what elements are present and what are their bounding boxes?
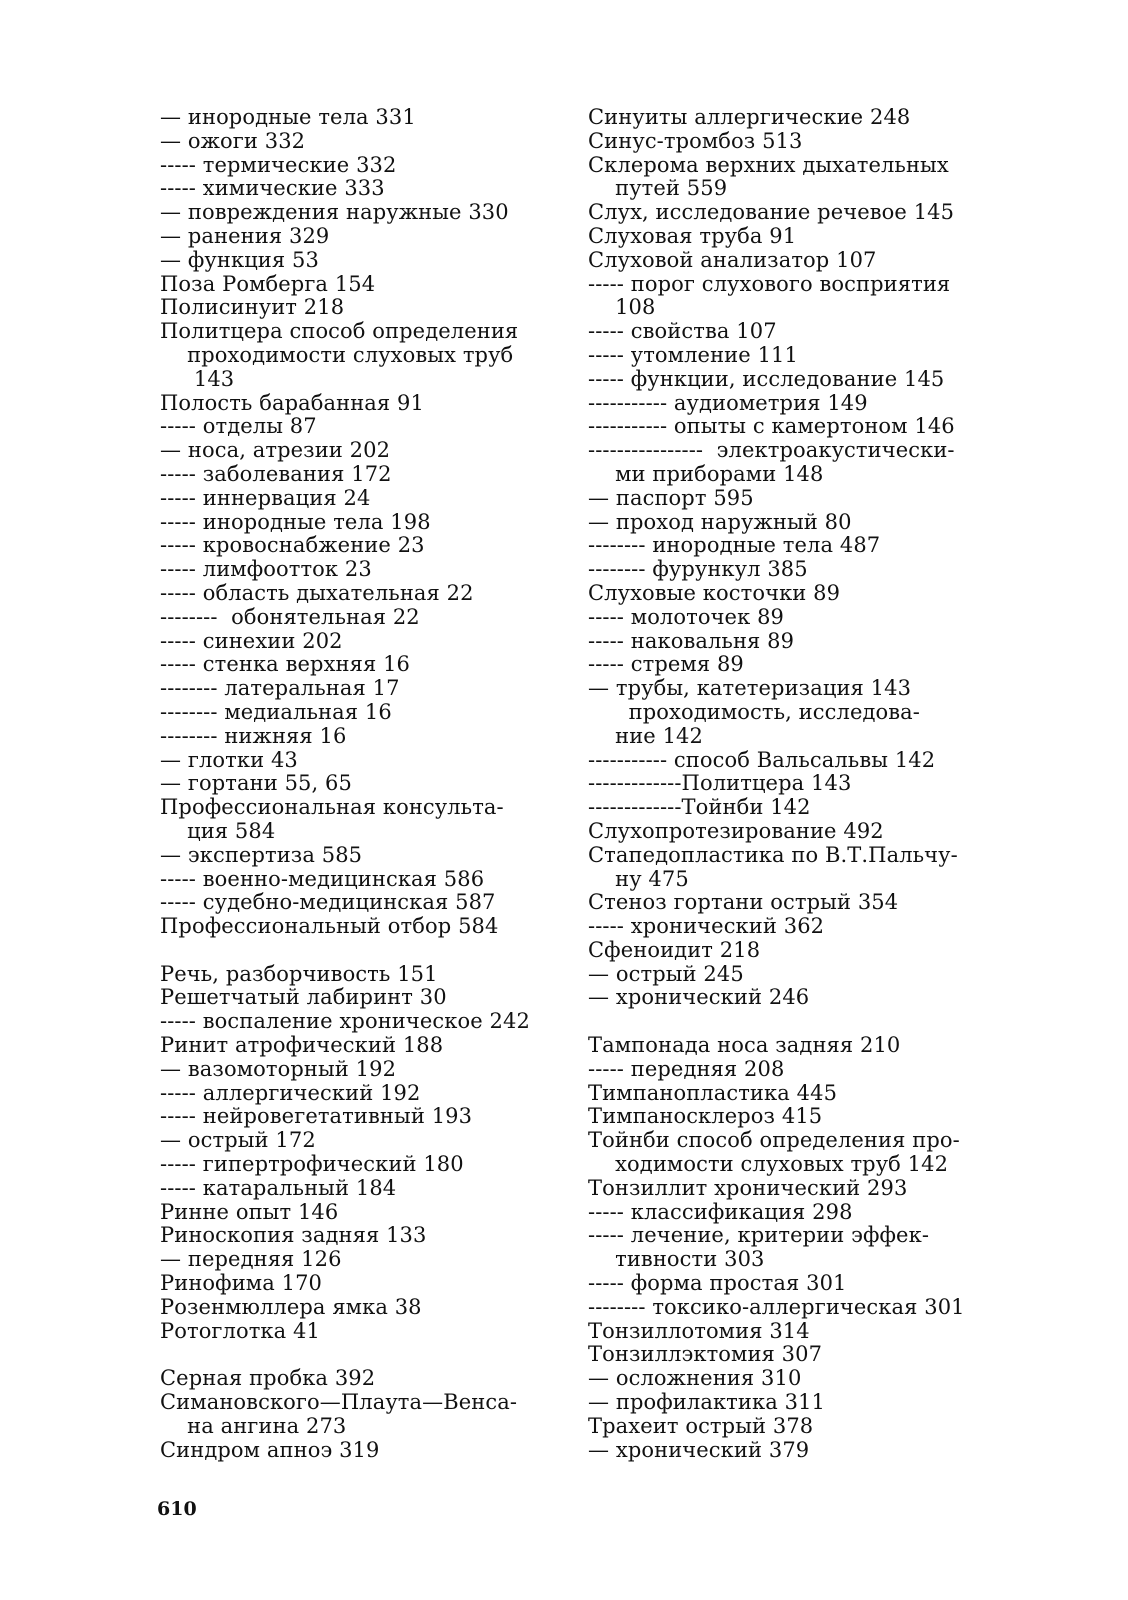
index-entry: ----- инородные тела 198 (160, 509, 431, 534)
index-entry: — вазомоторный 192 (160, 1056, 397, 1081)
index-entry: — гортани 55, 65 (160, 771, 352, 796)
index-entry: Синуиты аллергические 248 (588, 105, 911, 129)
index-entry: Синус-тромбоз 513 (588, 128, 803, 153)
index-entry: ----- иннервация 24 (160, 485, 371, 510)
index-entry: -------- фурункул 385 (588, 557, 808, 582)
index-entry: Розенмюллера ямка 38 (160, 1294, 422, 1319)
index-entry: Синдром апноэ 319 (160, 1437, 380, 1462)
index-entry: ----- функции, исследование 145 (588, 366, 945, 391)
index-entry: ----- катаральный 184 (160, 1175, 397, 1200)
index-entry: ----- хронический 362 (588, 914, 825, 939)
index-entry: Слухопротезирование 492 (588, 818, 884, 843)
index-entry: ---------------- электроакустически- (588, 438, 955, 463)
index-entry: ----------- способ Вальсальвы 142 (588, 747, 936, 772)
index-entry: ходимости слуховых труб 142 (588, 1152, 949, 1177)
page-number: 610 (157, 1498, 197, 1520)
index-entry: — острый 172 (160, 1128, 316, 1153)
index-entry: проходимость, исследова- (588, 699, 920, 724)
index-entry: — инородные тела 331 (160, 105, 416, 129)
index-entry: — хронический 379 (588, 1437, 810, 1462)
index-entry: ----- аллергический 192 (160, 1080, 421, 1105)
index-entry: Тонзиллотомия 314 (588, 1318, 810, 1343)
index-entry: — острый 245 (588, 961, 744, 986)
section-spacer (160, 939, 555, 963)
index-entry: ----- наковальня 89 (588, 628, 795, 653)
index-entry: ----- утомление 111 (588, 342, 798, 367)
index-entry: Решетчатый лабиринт 30 (160, 985, 447, 1010)
index-entry: Ротоглотка 41 (160, 1318, 320, 1343)
index-entry: ----- свойства 107 (588, 319, 777, 344)
index-entry: на ангина 273 (160, 1413, 347, 1438)
section-spacer (588, 1010, 983, 1034)
index-column-left (160, 106, 555, 1462)
index-entry: ----- заболевания 172 (160, 461, 392, 486)
index-entry: тивности 303 (588, 1247, 765, 1272)
index-entry: — носа, атрезии 202 (160, 438, 391, 463)
index-entry: ----- молоточек 89 (588, 604, 785, 629)
index-entry: -------- медиальная 16 (160, 699, 392, 724)
index-entry: Риноскопия задняя 133 (160, 1223, 427, 1248)
index-entry: — хронический 246 (588, 985, 810, 1010)
index-entry: ----- лимфоотток 23 (160, 557, 372, 582)
index-entry: — трубы, катетеризация 143 (588, 676, 912, 701)
index-entry: ----- термические 332 (160, 152, 397, 177)
index-entry: ----- отделы 87 (160, 414, 317, 439)
index-entry: ми приборами 148 (588, 461, 824, 486)
index-entry: Слух, исследование речевое 145 (588, 200, 955, 225)
index-entry: ция 584 (160, 818, 276, 843)
index-entry: Профессиональный отбор 584 (160, 914, 499, 939)
index-entry: Профессиональная консульта- (160, 795, 504, 820)
index-entry: ----- стенка верхняя 16 (160, 652, 411, 677)
index-entry: Трахеит острый 378 (588, 1413, 814, 1438)
index-entry: ----- военно-медицинская 586 (160, 866, 485, 891)
index-entry: ние 142 (588, 723, 703, 748)
index-entry: Тонзиллит хронический 293 (588, 1175, 908, 1200)
index-entry: ну 475 (588, 866, 689, 891)
index-entry: Тимпанопластика 445 (588, 1080, 838, 1105)
index-entry: 108 (588, 295, 656, 320)
index-entry: ----- воспаление хроническое 242 (160, 1009, 530, 1034)
index-entry: Склерома верхних дыхательных (588, 152, 949, 177)
index-entry: ----------- аудиометрия 149 (588, 390, 868, 415)
index-entry: путей 559 (588, 176, 728, 201)
index-entry: — осложнения 310 (588, 1366, 802, 1391)
index-entry: Серная пробка 392 (160, 1366, 376, 1391)
index-entry: ----------- опыты с камертоном 146 (588, 414, 955, 439)
index-entry: — проход наружный 80 (588, 509, 852, 534)
index-entry: — функция 53 (160, 247, 319, 272)
index-entry: -------- токсико-аллергическая 301 (588, 1294, 965, 1319)
index-entry: Ринофима 170 (160, 1271, 323, 1296)
index-entry: — повреждения наружные 330 (160, 200, 509, 225)
index-entry: ----- химические 333 (160, 176, 385, 201)
index-entry: -------------Тойнби 142 (588, 795, 811, 820)
index-entry: Тампонада носа задняя 210 (588, 1033, 901, 1058)
index-entry: Речь, разборчивость 151 (160, 961, 438, 986)
index-entry: ----- форма простая 301 (588, 1271, 847, 1296)
index-entry: ----- стремя 89 (588, 652, 744, 677)
index-entry: ----- кровоснабжение 23 (160, 533, 425, 558)
index-entry: -------- латеральная 17 (160, 676, 400, 701)
index-entry: ----- передняя 208 (588, 1056, 785, 1081)
index-entry: — ожоги 332 (160, 128, 306, 153)
index-entry: Слуховые косточки 89 (588, 580, 841, 605)
index-column-right (588, 106, 983, 1462)
index-entry: ----- лечение, критерии эффек- (588, 1223, 930, 1248)
index-entry: — ранения 329 (160, 223, 330, 248)
index-entry: Политцера способ определения (160, 319, 519, 344)
index-entry: Симановского—Плаута—Венса- (160, 1390, 518, 1415)
index-entry: ----- область дыхательная 22 (160, 580, 474, 605)
index-entry: Слуховая труба 91 (588, 223, 797, 248)
section-spacer (160, 1343, 555, 1367)
index-entry: — глотки 43 (160, 747, 298, 772)
index-entry: Полисинуит 218 (160, 295, 345, 320)
index-entry: -------- инородные тела 487 (588, 533, 881, 558)
index-entry: Сфеноидит 218 (588, 937, 761, 962)
index-entry: Тимпаносклероз 415 (588, 1104, 823, 1129)
index-entry: Тойнби способ определения про- (588, 1128, 960, 1153)
index-entry: -------- обонятельная 22 (160, 604, 420, 629)
index-entry: ----- гипертрофический 180 (160, 1152, 464, 1177)
index-entry: Ринит атрофический 188 (160, 1033, 444, 1058)
index-entry: — экспертиза 585 (160, 842, 363, 867)
index-entry: Тонзиллэктомия 307 (588, 1342, 823, 1367)
index-entry: ----- судебно-медицинская 587 (160, 890, 496, 915)
index-entry: ----- порог слухового восприятия (588, 271, 951, 296)
index-entry: ----- классификация 298 (588, 1199, 853, 1224)
index-entry: ----- синехии 202 (160, 628, 343, 653)
index-entry: -------- нижняя 16 (160, 723, 347, 748)
index-entry: -------------Политцера 143 (588, 771, 852, 796)
index-entry: Стапедопластика по В.Т.Пальчу- (588, 842, 958, 867)
index-entry: Полость барабанная 91 (160, 390, 424, 415)
index-entry: — паспорт 595 (588, 485, 754, 510)
index-entry: — профилактика 311 (588, 1390, 825, 1415)
index-entry: Ринне опыт 146 (160, 1199, 339, 1224)
index-entry: — передняя 126 (160, 1247, 342, 1272)
index-entry: проходимости слуховых труб (160, 342, 514, 367)
index-entry: 143 (160, 366, 235, 391)
index-entry: Слуховой анализатор 107 (588, 247, 877, 272)
index-entry: Стеноз гортани острый 354 (588, 890, 899, 915)
index-entry: Поза Ромберга 154 (160, 271, 376, 296)
index-entry: ----- нейровегетативный 193 (160, 1104, 473, 1129)
